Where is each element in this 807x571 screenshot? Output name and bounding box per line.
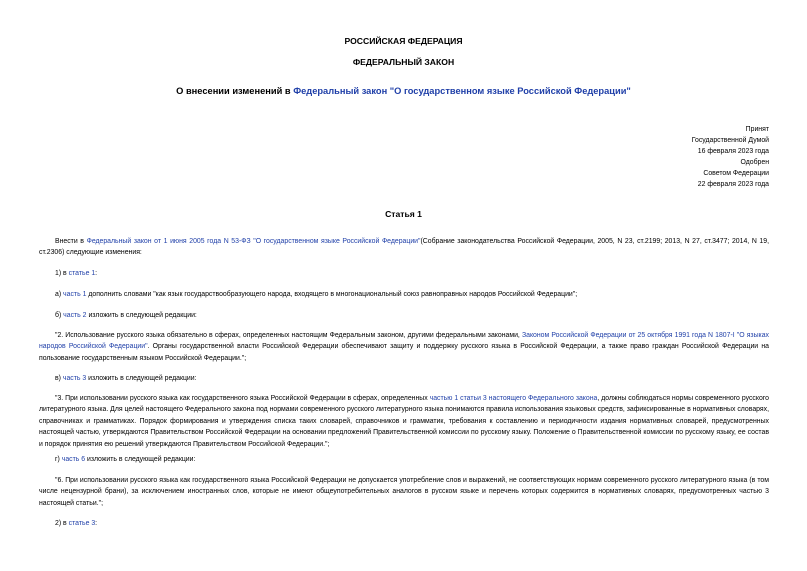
item-v: в) часть 3 изложить в следующей редакции: — [55, 375, 197, 382]
law-type-heading: ФЕДЕРАЛЬНЫЙ ЗАКОН — [352, 57, 455, 67]
adoption-block — [692, 125, 769, 190]
item-a: а) часть 1 дополнить словами "как язык государствообразующего народа, входящего в многонациональный союз равноправных народов Российской Федерации"; — [55, 291, 578, 298]
article-3-part-1-link[interactable]: частью 1 статьи 3 настоящего Федерального закона — [429, 395, 598, 402]
quote-part-3: "3. При использовании русского языка как государственного языка Российской Федерации в сферах, определенных частью 1 статьи 3 настоящего Федерального закона, должны соблюдаться нормы современного русского литературного языка. Для целей настоящего Федерального закона под нормами современного русского литературного языка понимаются правила использования языковых средств, зафиксированные в нормативных словарях, справочниках и грамматиках. Порядок формирования и утверждения списка таких словарей, справочников и грамматик, требования к составлению и периодичности издания нормативных словарей, предусмотренных настоящей частью, утверждаются Правительством Российской Федерации на основании предложений Правительственной комиссии по русскому языку. Положение о Правительственной комиссии по русскому языку, ее состав и порядок принятия ею решений утверждаются Правительством Российской Федерации."; — [39, 395, 769, 448]
article-3-link[interactable]: статье 3 — [68, 520, 96, 527]
item-1: 1) в статье 1: — [55, 270, 98, 277]
article-heading: Статья 1 — [385, 209, 422, 219]
adoption-line: 22 февраля 2023 года — [697, 180, 769, 188]
adoption-line: 16 февраля 2023 года — [697, 147, 769, 155]
quote-part-2: "2. Использование русского языка обязательно в сферах, определенных настоящим Федеральным законом, другими федеральными законами, Законом Российской Федерации от 25 октября 1991 года N 1807-I "О языках народов Российской Федерации". Органы государственной власти Российской Федерации обеспечивают защиту и поддержку русского языка в Российской Федерации, а также право граждан Российской Федерации на пользование государственным языком Российской Федерации."; — [39, 332, 769, 362]
languages-law-link[interactable]: Законом Российской Федерации от 25 октября 1991 года N 1807-I "О языках народов Российской Федерации" — [39, 332, 769, 351]
part-2-link[interactable]: часть 2 — [63, 312, 87, 319]
adoption-line: Принят — [745, 126, 769, 133]
country-heading: РОССИЙСКАЯ ФЕДЕРАЦИЯ — [344, 36, 463, 46]
article-intro: Внести в Федеральный закон от 1 июня 2005 года N 53-ФЗ "О государственном языке Российской Федерации"(Собрание законодательства Российской Федерации, 2005, N 23, ст.2199; 2013, N 27, ст.3477; 2014, N 19, ст.2306) следующие изменения: — [39, 238, 769, 257]
part-3-link[interactable]: часть 3 — [62, 375, 87, 382]
law-title — [0, 86, 807, 96]
article-1-link[interactable]: статье 1 — [68, 270, 96, 277]
item-g: г) часть 6 изложить в следующей редакции: — [55, 456, 196, 463]
law-title-prefix: О внесении изменений в — [176, 86, 294, 96]
part-6-link[interactable]: часть 6 — [61, 456, 86, 463]
item-2: 2) в статье 3: — [55, 520, 98, 527]
law-title-link[interactable]: Федеральный закон "О государственном языке Российской Федерации" — [293, 86, 631, 96]
intro-law-link[interactable]: Федеральный закон от 1 июня 2005 года N 53-ФЗ "О государственном языке Российской Федерации" — [86, 238, 421, 245]
item-b: б) часть 2 изложить в следующей редакции: — [55, 312, 197, 319]
adoption-line: Советом Федерации — [703, 169, 769, 177]
part-1-link[interactable]: часть 1 — [63, 291, 87, 298]
quote-part-6: "6. При использовании русского языка как государственного языка Российской Федерации не допускается употребление слов и выражений, не соответствующих нормам современного русского литературного языка (в том числе нецензурной брани), за исключением иностранных слов, которые не имеют общеупотребительных аналогов в русском языке и перечень которых содержится в нормативных словарях, предусмотренных частью 3 настоящей статьи."; — [39, 477, 769, 507]
adoption-line: Государственной Думой — [691, 136, 769, 144]
adoption-line: Одобрен — [740, 158, 769, 166]
